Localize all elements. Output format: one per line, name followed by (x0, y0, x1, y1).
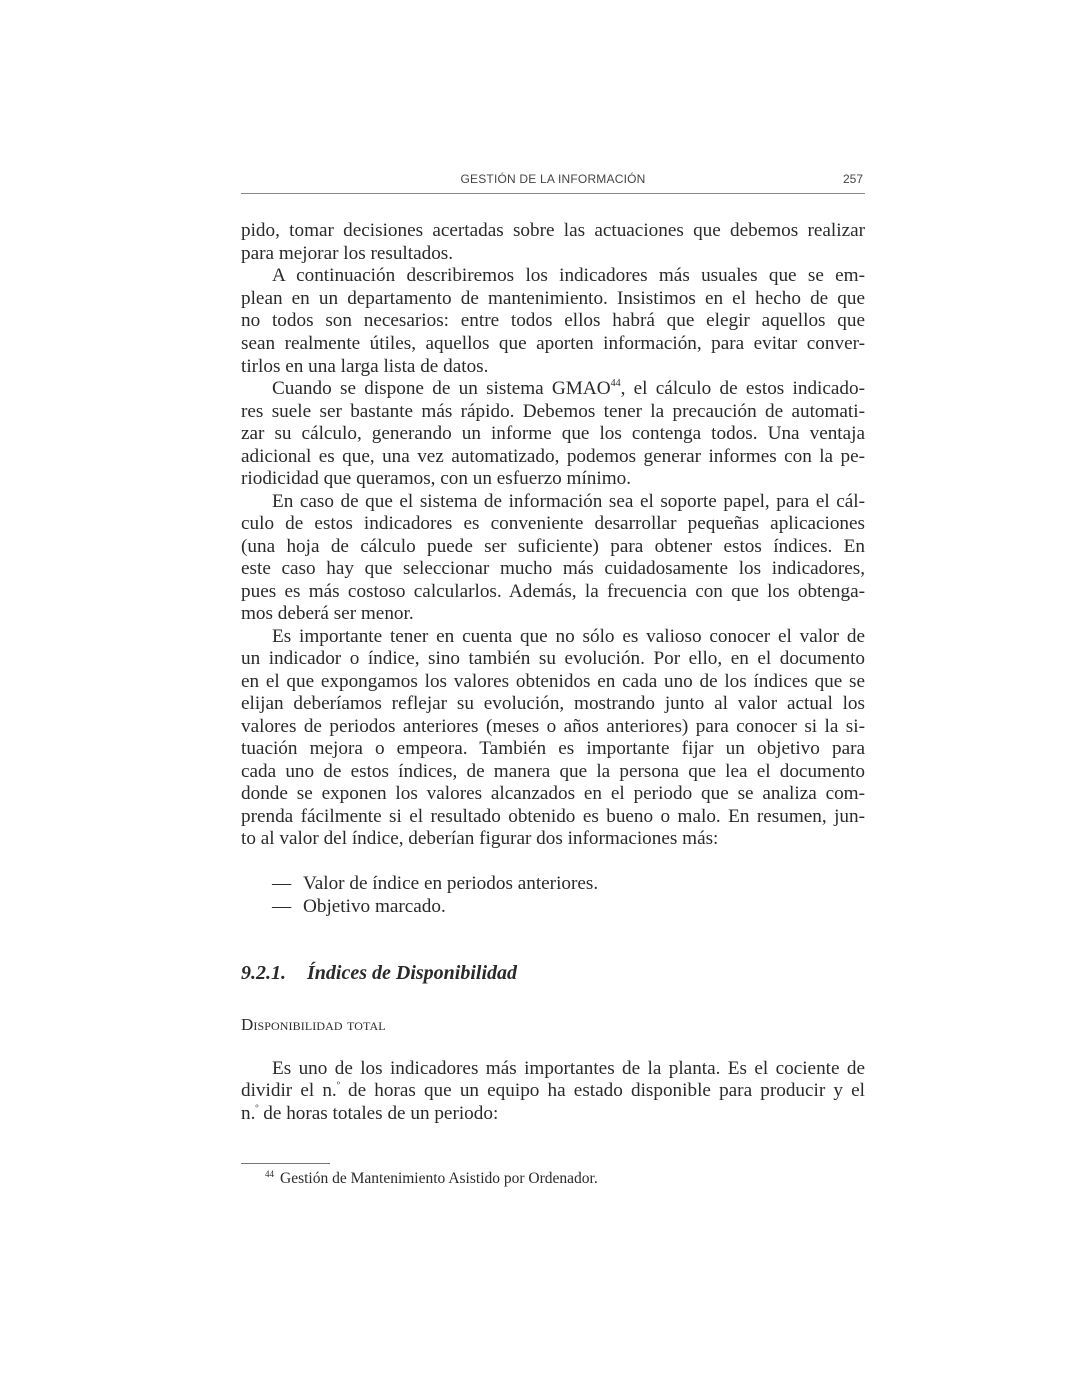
text-line: donde se exponen los valores alcanzados en el periodo que se analiza com- (241, 783, 865, 804)
text-line: prenda fácilmente si el resultado obtenido es bueno o malo. En resumen, jun- (241, 806, 865, 827)
page-number: 257 (842, 172, 863, 186)
text-line: en el que expongamos los valores obtenidos en cada uno de los índices que se (241, 671, 865, 692)
em-dash-bullet: — (272, 873, 292, 894)
footnote-rule (241, 1163, 330, 1164)
text-line: pues es más costoso calcularlos. Además, la frecuencia con que los obtenga- (241, 581, 865, 602)
text-line: valores de periodos anteriores (meses o años anteriores) para conocer si la si- (241, 716, 865, 737)
ordinal-indicator: º (255, 1103, 259, 1114)
text-fragment: , el cálculo de estos indicado- (620, 378, 865, 399)
text-line: cada uno de estos índices, de manera que la persona que lea el documento (241, 761, 865, 782)
running-title: GESTIÓN DE LA INFORMACIÓN (460, 172, 646, 186)
text-line: Es uno de los indicadores más importantes de la planta. Es el cociente de (272, 1058, 865, 1079)
footnote-reference[interactable]: 44 (610, 378, 621, 389)
text-fragment: Cuando se dispone de un sistema GMAO (272, 378, 611, 399)
text-line: para mejorar los resultados. (241, 243, 454, 264)
subsection-heading: Disponibilidad total (241, 1015, 386, 1034)
footnote-mark: 44 (265, 1169, 274, 1179)
text-fragment: de horas totales de un periodo: (258, 1103, 499, 1124)
text-line: to al valor del índice, deberían figurar dos informaciones más: (241, 828, 719, 849)
section-heading (241, 961, 517, 985)
text-line: elijan deberíamos reflejar su evolución, mostrando junto al valor actual los (241, 693, 865, 714)
list-item (272, 873, 598, 895)
text-line: un indicador o índice, sino también su evolución. Por ello, en el documento (241, 648, 865, 669)
header-rule (241, 193, 865, 194)
text-line: riodicidad que queramos, con un esfuerzo mínimo. (241, 468, 632, 489)
running-header (241, 172, 865, 190)
list-item-text: Objetivo marcado. (303, 896, 446, 917)
text-line: adicional es que, una vez automatizado, podemos generar informes con la pe- (241, 446, 865, 467)
text-line: A continuación describiremos los indicadores más usuales que se em- (272, 265, 865, 286)
text-line: tuación mejora o empeora. También es importante fijar un objetivo para (241, 738, 865, 759)
text-line: (una hoja de cálculo puede ser suficiente) para obtener estos índices. En (241, 536, 865, 557)
text-line: tirlos en una larga lista de datos. (241, 356, 489, 377)
text-line: Es importante tener en cuenta que no sólo es valioso conocer el valor de (272, 626, 865, 647)
text-line: plean en un departamento de mantenimiento. Insistimos en el hecho de que (241, 288, 865, 309)
list-item (272, 896, 446, 918)
text-line (272, 378, 865, 400)
text-line (241, 1103, 865, 1125)
text-line: mos deberá ser menor. (241, 603, 414, 624)
text-line: sean realmente útiles, aquellos que aporten información, para evitar conver- (241, 333, 865, 354)
text-line: no todos son necesarios: entre todos ellos habrá que elegir aquellos que (241, 310, 865, 331)
text-fragment: de horas que un equipo ha estado disponible para producir y el (339, 1080, 865, 1101)
ordinal-indicator: º (336, 1080, 340, 1091)
footnote (265, 1170, 598, 1189)
text-fragment: dividir el n. (241, 1080, 337, 1101)
text-line: pido, tomar decisiones acertadas sobre las actuaciones que debemos realizar (241, 220, 865, 241)
footnote-text: Gestión de Mantenimiento Asistido por Ordenador. (280, 1170, 598, 1187)
section-title: Índices de Disponibilidad (307, 962, 518, 984)
text-line (241, 1080, 865, 1102)
text-line: culo de estos indicadores es conveniente desarrollar pequeñas aplicaciones (241, 513, 865, 534)
list-item-text: Valor de índice en periodos anteriores. (303, 873, 599, 894)
text-line: zar su cálculo, generando un informe que los contenga todos. Una ventaja (241, 423, 865, 444)
em-dash-bullet: — (272, 896, 292, 917)
text-line: En caso de que el sistema de información sea el soporte papel, para el cál- (272, 491, 865, 512)
text-line: este caso hay que seleccionar mucho más cuidadosamente los indicadores, (241, 558, 865, 579)
text-line: res suele ser bastante más rápido. Debemos tener la precaución de automati- (241, 401, 865, 422)
section-number: 9.2.1. (241, 962, 286, 984)
text-fragment: n. (241, 1103, 256, 1124)
